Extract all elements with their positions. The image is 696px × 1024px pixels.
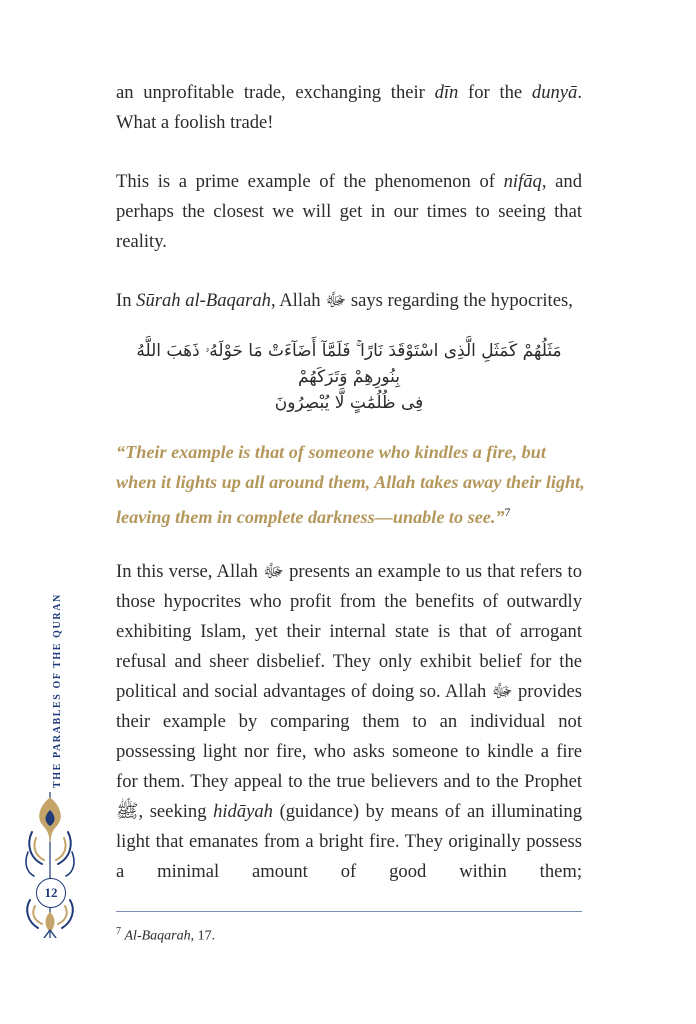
text-run: , seeking bbox=[138, 801, 214, 822]
text-run: This is a prime example of the phenomenon of bbox=[116, 171, 504, 192]
italic-term: dunyā bbox=[531, 82, 578, 103]
footnote-marker: 7 bbox=[116, 926, 121, 937]
text-run: an unprofitable trade, exchanging their bbox=[116, 82, 435, 103]
paragraph-3 bbox=[116, 286, 582, 316]
text-run: provides their example by comparing them to an individual not possessing light nor fire, who asks someone to kindle a fire for them. They appeal to the true believers and to the Prophet bbox=[116, 681, 582, 792]
arabic-verse-line: مَثَلُهُمْ كَمَثَلِ الَّذِى اسْتَوْقَدَ نَارًا ۚ فَلَمَّآ أَضَآءَتْ مَا حَوْلَهُۥ ذَهَبَ اللَّهُ بِنُورِهِمْ وَتَرَكَهُمْ bbox=[136, 341, 562, 387]
running-title: THE PARABLES OF THE QURAN bbox=[52, 593, 63, 788]
paragraph-1 bbox=[116, 78, 582, 138]
text-run: (guidance) by means of an illuminating light that emanates from a bright fire. They originally possess a minimal amount of good within them; bbox=[116, 801, 582, 882]
footnote bbox=[116, 922, 215, 947]
italic-term: Sūrah al-Baqarah bbox=[136, 290, 271, 311]
footnote-reference[interactable]: 7 bbox=[504, 505, 511, 519]
ornament-icon bbox=[22, 792, 78, 938]
footnote-text: , 17. bbox=[190, 928, 216, 944]
text-run: . What a foolish trade! bbox=[116, 82, 582, 133]
paragraph-4 bbox=[116, 557, 582, 887]
text-run: In bbox=[116, 290, 137, 311]
arabic-verse bbox=[116, 338, 582, 416]
page-number: 12 bbox=[36, 878, 66, 908]
italic-term: nifāq bbox=[503, 171, 542, 192]
footnote-source: Al-Baqarah bbox=[124, 928, 191, 944]
translation-text: “Their example is that of someone who kindles a fire, but when it lights up all around them, Allah takes away their light, leaving them in complete darkness—unable to see.” bbox=[116, 442, 585, 528]
arabic-verse-line: فِى ظُلُمَٰتٍ لَّا يُبْصِرُونَ bbox=[274, 393, 424, 413]
honorific-symbol: ﷻ bbox=[262, 561, 284, 582]
text-run: In this verse, Allah bbox=[116, 561, 263, 582]
text-run: , and perhaps the closest we will get in our times to seeing that reality. bbox=[116, 171, 582, 252]
text-run: for the bbox=[458, 82, 532, 103]
text-run: , Allah bbox=[270, 290, 326, 311]
honorific-symbol: ﷻ bbox=[491, 681, 513, 702]
italic-term: hidāyah bbox=[213, 801, 273, 822]
footnote-divider bbox=[116, 911, 582, 912]
paragraph-2 bbox=[116, 167, 582, 257]
text-run: says regarding the hypocrites, bbox=[346, 290, 573, 311]
italic-term: dīn bbox=[434, 82, 459, 103]
honorific-symbol: ﷻ bbox=[325, 290, 347, 311]
text-run: presents an example to us that refers to those hypocrites who profit from the benefits of outwardly exhibiting Islam, yet their internal state is that of arrogant refusal and sheer disbelief. They only exhibit belief for the political and social advantages of doing so. Allah bbox=[116, 561, 582, 702]
honorific-symbol: ﷺ bbox=[116, 801, 139, 822]
verse-translation bbox=[116, 437, 586, 532]
